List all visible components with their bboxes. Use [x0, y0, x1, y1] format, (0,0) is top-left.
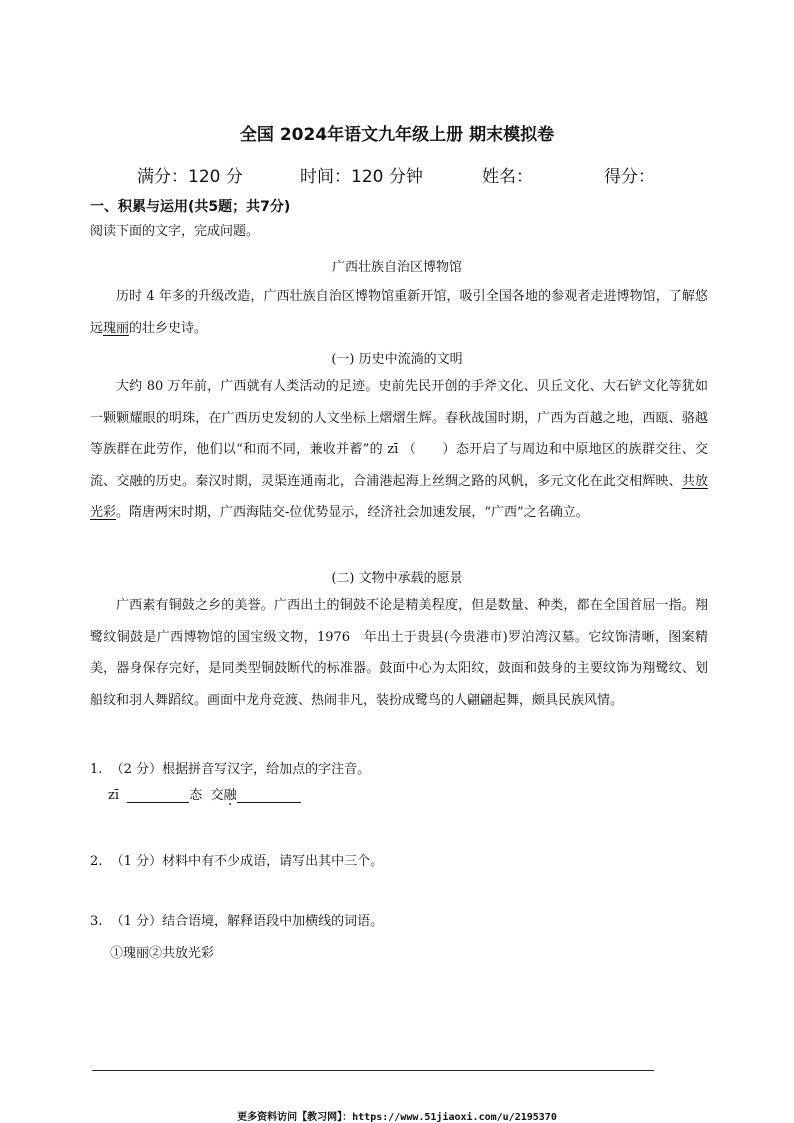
answer-blank-rong[interactable] — [237, 788, 301, 803]
instruction: 阅读下面的文字，完成问题。 — [90, 224, 260, 239]
exam-title: 全国 2024年语文九年级上册 期末模拟卷 — [239, 125, 555, 145]
score-field: 得分： — [604, 167, 655, 187]
part2-paragraph: 广西素有铜鼓之乡的美誉。广西出土的铜鼓不论是精美程度，但是数量、种类，都在全国首屈一指。翔鹭纹铜鼓是广西博物馆的国宝级文物，1976 年出土于贵县(今贵港市)罗泊湾汉墓。它纹饰清晰，图案精美，器身保存完好，是同类型铜鼓断代的标准器。鼓面中心为太阳纹，鼓面和鼓身的主要纹饰为翔鹭纹、划船纹和羽人舞蹈纹。画面中龙舟竞渡、热闹非凡，装扮成鹭鸟的人翩翩起舞，颇具民族风情。 — [90, 598, 708, 708]
question-1: 1. （2 分）根据拼音写汉字，给加点的字注音。 — [90, 762, 371, 777]
footer-divider — [92, 1070, 654, 1071]
answer-blank-zi[interactable] — [127, 788, 189, 803]
intro-paragraph: 历时 4 年多的升级改造，广西壮族自治区博物馆重新开馆，吸引全国各地的参观者走进博物馆，了解悠远瑰丽的壮乡史诗。 — [90, 289, 708, 336]
part2-title: (二) 文物中承载的愿景 — [331, 571, 463, 586]
exam-time: 时间：120 分钟 — [300, 167, 423, 187]
article-title: 广西壮族自治区博物馆 — [331, 260, 462, 275]
part1-paragraph: 大约 80 万年前，广西就有人类活动的足迹。史前先民开创的手斧文化、贝丘文化、大石铲文化等犹如一颗颗耀眼的明珠，在广西历史发轫的人文坐标上熠熠生辉。春秋战国时期，广西为百越之地，西瓯、骆越等族群在此劳作，他们以“和而不同，兼收并蓄”的 zī （ ）态开启了与周边和中原地区的族群交往、交流、交融的历史。秦汉时期，灵渠连通南北，合浦港起海上丝绸之路的风帆，多元文化在此交相辉映、共放光彩。隋唐两宋时期，广西海陆交-位优势显示，经济社会加速发展，“广西”之名确立。 — [90, 379, 708, 520]
question-2: 2. （1 分）材料中有不少成语，请写出其中三个。 — [90, 854, 384, 869]
section-heading: 一、积累与运用(共5题；共7分) — [90, 199, 291, 215]
name-field: 姓名： — [482, 167, 533, 187]
full-score: 满分：120 分 — [137, 167, 243, 187]
underlined-gongfangguangcai: 共放光彩 — [90, 473, 708, 520]
question-3-items: ①瑰丽②共放光彩 — [110, 946, 215, 961]
question-1-answer-line: zī 态 交融 — [108, 784, 301, 803]
question-3: 3. （1 分）结合语境，解释语段中加横线的词语。 — [90, 914, 384, 929]
part1-title: (一) 历史中流淌的文明 — [331, 352, 463, 367]
dotted-char-rong: 融 — [223, 788, 237, 803]
underlined-guili: 瑰丽 — [103, 320, 130, 336]
footer-link[interactable]: 更多资料访问【教习网】：https://www.51jiaoxi.com/u/2195370 — [237, 1112, 557, 1123]
